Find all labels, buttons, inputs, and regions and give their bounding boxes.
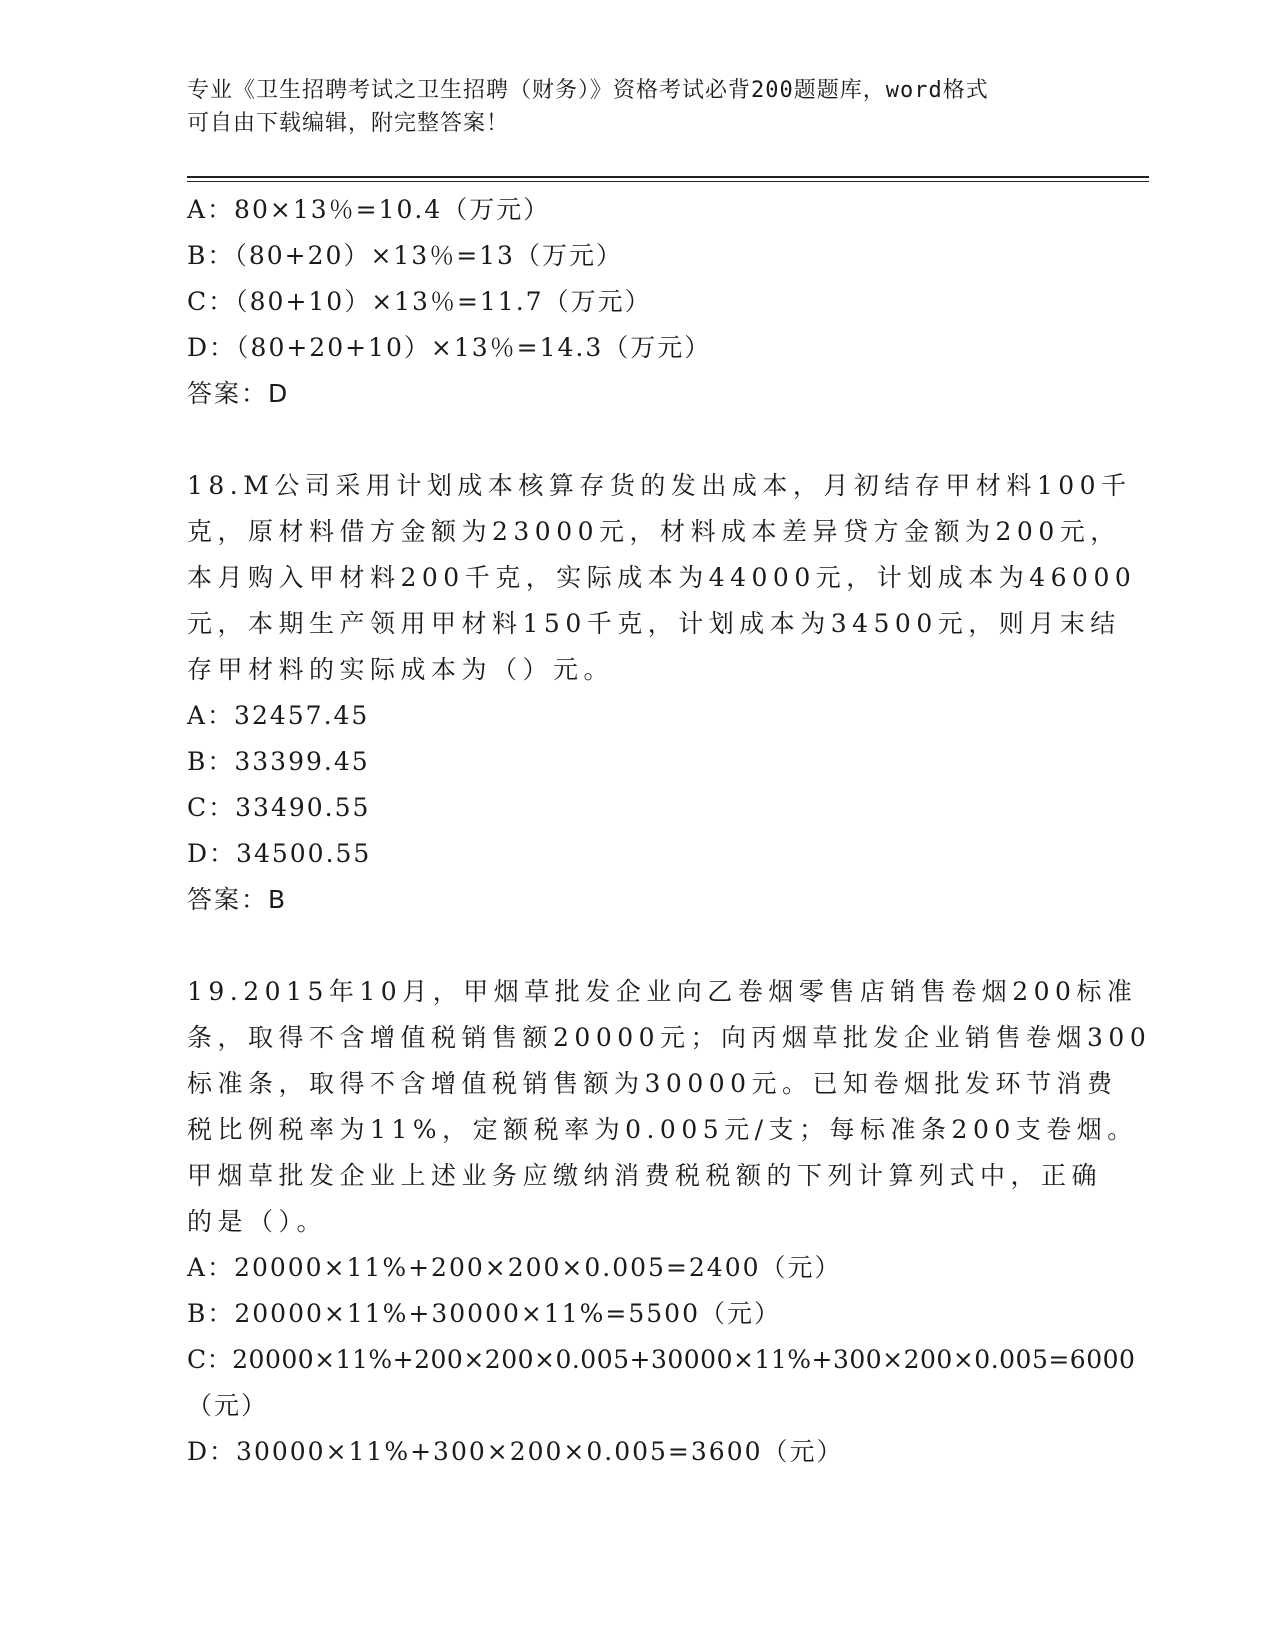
q19-stem [187, 969, 1152, 1245]
header-line-2: 可自由下载编辑，附完整答案！ [187, 111, 510, 136]
header-divider-thin [187, 181, 1149, 182]
header-line-1: 专业《卫生招聘考试之卫生招聘（财务）》资格考试必背200题题库，word格式 [187, 78, 989, 103]
q19-stem-line: 标准条，取得不含增值税销售额为30000元。已知卷烟批发环节消费 [187, 1069, 1118, 1098]
question-18 [187, 463, 1137, 923]
q19-option-d: D：30000×11%+300×200×0.005=3600（元） [187, 1437, 844, 1466]
q18-answer: 答案：B [187, 885, 288, 914]
question-17 [187, 187, 1087, 417]
q18-stem-line: 克，原材料借方金额为23000元，材料成本差异贷方金额为200元， [187, 517, 1121, 546]
q18-stem [187, 463, 1137, 693]
q17-option-c: C：（80+10）×13％=11.7（万元） [187, 287, 652, 316]
q17-option-d: D：（80+20+10）×13％=14.3（万元） [187, 333, 712, 362]
q18-stem-line: 本月购入甲材料200千克，实际成本为44000元，计划成本为46000 [187, 563, 1137, 592]
document-header [187, 74, 1067, 140]
q19-stem-line: 19.2015年10月，甲烟草批发企业向乙卷烟零售店销售卷烟200标准 [187, 977, 1138, 1006]
spacer [187, 923, 1087, 969]
q19-stem-line: 甲烟草批发企业上述业务应缴纳消费税税额的下列计算列式中，正确 [187, 1161, 1103, 1190]
q17-option-a: A：80×13％=10.4（万元） [187, 195, 551, 224]
document-body [187, 187, 1152, 1475]
q19-stem-line: 的是（）。 [187, 1207, 328, 1236]
q18-option-a: A：32457.45 [187, 701, 370, 730]
q18-stem-line: 存甲材料的实际成本为（）元。 [187, 655, 615, 684]
q19-option-c-continued: （元） [187, 1391, 269, 1420]
q18-option-c: C：33490.55 [187, 793, 371, 822]
q18-option-d: D：34500.55 [187, 839, 372, 868]
q19-stem-line: 条，取得不含增值税销售额20000元；向丙烟草批发企业销售卷烟300 [187, 1023, 1152, 1052]
q19-option-c: C：20000×11%+200×200×0.005+30000×11%+300×200×0.005=6000 [187, 1345, 1136, 1374]
q18-stem-line: 18.M公司采用计划成本核算存货的发出成本，月初结存甲材料100千 [187, 471, 1132, 500]
q17-option-b: B：（80+20）×13％=13（万元） [187, 241, 623, 270]
question-19 [187, 969, 1152, 1475]
q19-stem-line: 税比例税率为11%，定额税率为0.005元/支；每标准条200支卷烟。 [187, 1115, 1138, 1144]
q18-option-b: B：33399.45 [187, 747, 370, 776]
q18-stem-line: 元，本期生产领用甲材料150千克，计划成本为34500元，则月末结 [187, 609, 1121, 638]
q19-option-b: B：20000×11%+30000×11%=5500（元） [187, 1299, 781, 1328]
header-divider-thick [187, 176, 1149, 178]
q19-option-a: A：20000×11%+200×200×0.005=2400（元） [187, 1253, 842, 1282]
spacer [187, 417, 1087, 463]
q17-answer: 答案：D [187, 379, 290, 408]
